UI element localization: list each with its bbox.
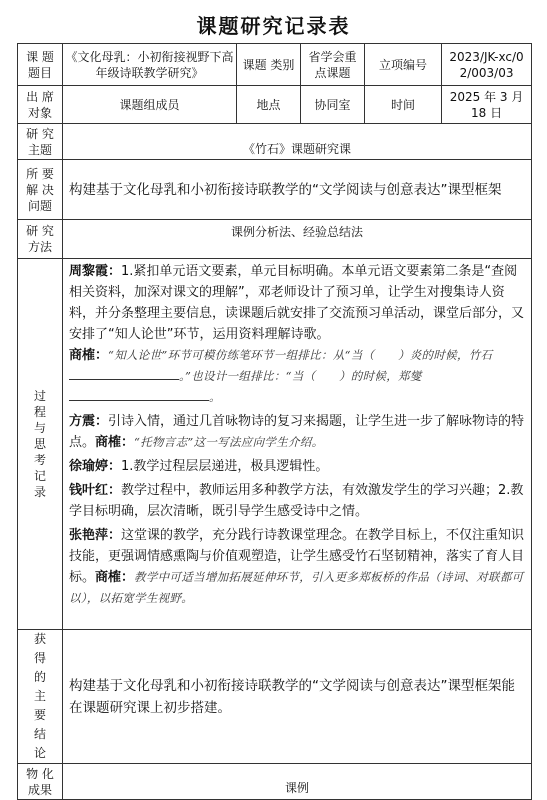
comment-text: 。”也设计一组排比：“当（ ）的时候，郑燮 (179, 369, 422, 383)
conclusion-label-char: 主 (33, 689, 46, 703)
entry-text: 这堂课的教学，充分践行诗教课堂理念。在教学目标上，不仅注重知识技能，更强调情感熏陶与价值观塑造，让学生感受竹石坚韧精神，落实了育人目标。 (69, 528, 525, 585)
conclusion-value: 构建基于文化母乳和小初衔接诗联教学的“文学阅读与创意表达”课型框架能在课题研究课上初步搭建。 (63, 630, 532, 764)
speaker-name: 钱叶红： (69, 483, 122, 498)
entry-text: 1.紧扣单元语文要素，单元目标明确。本单元语文要素第二条是“查阅相关资料，加深对课文的理解”，邓老师设计了预习单，让学生对搜集诗人资料，并分条整理主要信息，读课题后就安排了交流预习单活动，课堂后部分，又安排了“知人论世”环节，运用资料理解诗歌。 (69, 264, 525, 342)
comment-text: 。 (209, 390, 221, 404)
method-value: 课例分析法、经验总结法 (63, 220, 532, 259)
theme-value: 《竹石》课题研究课 (63, 124, 532, 160)
speaker-name: 周黎霞： (69, 264, 122, 279)
outcome-value: 课例 (63, 764, 532, 800)
record-table (17, 43, 532, 800)
method-label: 研 究 方法 (18, 220, 63, 259)
outcome-label: 物 化 成果 (18, 764, 63, 800)
comment-label: 商榷： (95, 570, 135, 585)
attendees-value: 课题组成员 (63, 86, 237, 124)
page-title: 课题研究记录表 (196, 14, 351, 38)
problem-label: 所 要 解 决 问题 (18, 160, 63, 220)
category-value: 省学会重点课题 (301, 44, 365, 86)
comment-text: “知人论世”环节可模仿练笔环节一组排比：从“当（ ）炎的时候，竹石 (108, 348, 493, 362)
process-entry (69, 411, 525, 453)
blank-line (69, 367, 179, 380)
comment-text: “托物言志”这一写法应向学生介绍。 (134, 435, 324, 449)
topic-value: 《文化母乳：小初衔接视野下高年级诗联教学研究》 (63, 44, 237, 86)
place-value: 协同室 (301, 86, 365, 124)
process-entry (69, 456, 525, 477)
process-label (18, 259, 63, 630)
comment-text: 教学中可适当增加拓展延伸环节，引入更多郑板桥的作品（诗词、对联都可以），以拓宽学生视野。 (69, 570, 524, 605)
blank-line (69, 388, 209, 401)
conclusion-label (18, 630, 63, 764)
code-value: 2023/JK-xc/02/003/03 (442, 44, 532, 86)
process-label-char: 程 (33, 405, 46, 419)
speaker-name: 方震： (69, 414, 109, 429)
code-label: 立项编号 (365, 44, 442, 86)
process-entry (69, 261, 525, 408)
time-value: 2025 年 3 月 18 日 (442, 86, 532, 124)
conclusion-label-char: 的 (33, 670, 46, 684)
place-label: 地点 (237, 86, 301, 124)
attendees-label: 出 席 对象 (18, 86, 63, 124)
entry-text: 教学过程中，教师运用多种教学方法，有效激发学生的学习兴趣；2.教学目标明确，层次清晰，既引导学生感受诗中之情。 (69, 483, 524, 519)
process-entry (69, 480, 525, 522)
conclusion-label-char: 论 (33, 746, 46, 760)
conclusion-label-char: 获 (33, 632, 46, 646)
entry-text: 引诗入情，通过几首咏物诗的复习来揭题，让学生进一步了解咏物诗的特点。 (69, 414, 525, 450)
topic-label: 课 题 题目 (18, 44, 63, 86)
process-label-char: 录 (33, 485, 46, 499)
speaker-name: 张艳萍： (69, 528, 122, 543)
time-label: 时间 (365, 86, 442, 124)
process-label-char: 考 (33, 453, 46, 467)
conclusion-label-char: 得 (33, 651, 46, 665)
process-entry (69, 525, 525, 609)
problem-value: 构建基于文化母乳和小初衔接诗联教学的“文学阅读与创意表达”课型框架 (63, 160, 532, 220)
speaker-name: 徐瑜婷： (69, 459, 122, 474)
entry-text: 1.教学过程层层递进，极具逻辑性。 (121, 459, 329, 474)
process-label-char: 过 (33, 389, 46, 403)
conclusion-label-char: 要 (33, 708, 46, 722)
comment-label: 商榷： (95, 435, 135, 450)
conclusion-label-char: 结 (33, 727, 46, 741)
process-label-char: 记 (33, 469, 46, 483)
category-label: 课题 类别 (237, 44, 301, 86)
theme-label: 研 究 主题 (18, 124, 63, 160)
process-label-char: 思 (33, 437, 46, 451)
comment-label: 商榷： (69, 348, 109, 363)
process-content (63, 259, 532, 630)
process-label-char: 与 (33, 421, 46, 435)
